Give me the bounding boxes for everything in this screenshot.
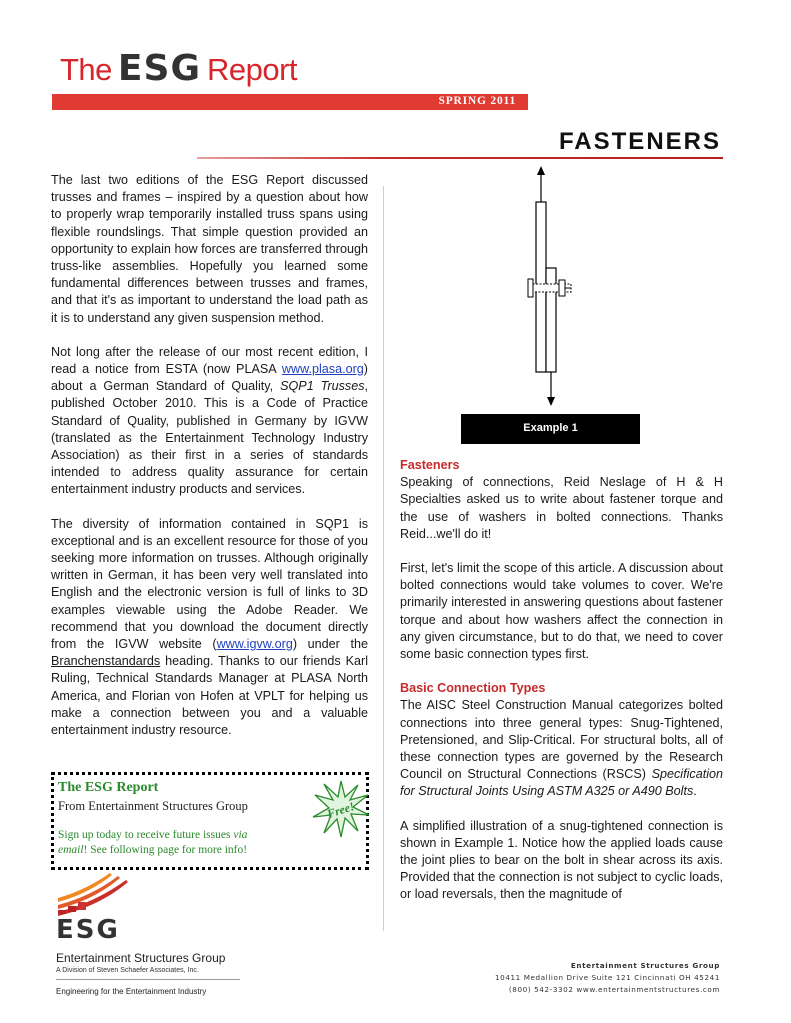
season-banner (52, 94, 528, 110)
paragraph: The AISC Steel Construction Manual categorizes bolted connections into three general types: Snug-Tightened, Pretensioned, and Slip-Critical. For structural bolts, all of these connection types are governed by the Research Council on Structural Connections (RSCS) Specification for Structural Joints Using ASTM A325 or A490 Bolts. (400, 698, 723, 799)
season-label: SPRING 2011 (438, 95, 516, 107)
example-1-figure (455, 160, 645, 452)
section-heading: Fasteners (400, 458, 460, 472)
branchenstandards-text: Branchenstandards (51, 654, 161, 669)
promo-text: email! See following page for more info! (58, 844, 248, 856)
title-rule (197, 157, 723, 159)
promo-text: Sign up today to receive future issues via (58, 829, 248, 841)
logo-tagline: Engineering for the Entertainment Industry (56, 987, 207, 996)
plasa-link[interactable]: www.plasa.org (281, 362, 364, 377)
bolt-head (528, 279, 533, 297)
newsletter-promo[interactable] (51, 772, 369, 870)
promo-title: The ESG Report (58, 780, 159, 795)
paragraph: Speaking of connections, Reid Neslage of H & H Specialties asked us to write about fastener torque and the use of washers in bolted connections. Thanks Reid...we'll do it! (400, 475, 723, 541)
column-divider (383, 186, 384, 931)
brand-report: Report (207, 52, 298, 87)
brand-the: The (60, 52, 112, 87)
article-title: FASTENERS (558, 128, 721, 155)
logo-company-name: Entertainment Structures Group (56, 951, 226, 965)
paragraph: First, let's limit the scope of this article. A discussion about bolted connections would take volumes to cover. We're primarily interested in answering questions about fastener torque and about how washers affect the connection in any given circumstance, but to do that, we need to cover some basic connection types first. (400, 561, 723, 662)
footer-contact: (800) 542-3302 www.entertainmentstructures.com (508, 985, 720, 994)
logo-division: A Division of Steven Schaefer Associates, Inc. (56, 967, 199, 974)
footer-address: 10411 Medallion Drive Suite 121 Cincinnati OH 45241 (494, 973, 720, 982)
igvw-link[interactable]: www.igvw.org (216, 637, 293, 652)
footer-company: Entertainment Structures Group (570, 961, 720, 970)
paragraph: The last two editions of the ESG Report discussed trusses and frames – inspired by a question about how to properly wrap temporarily installed truss spans using flexible roundslings. That simple question provided an opportunity to explain how forces are transferred through truss-like assemblies. Hopefully you learned some fundamental differences between trusses and frames, and that it's as important to understand the load path as it is to understand any given suspension method. (51, 173, 368, 325)
arrowhead-up (537, 166, 545, 175)
logo-wordmark: ESG (56, 915, 120, 945)
bolt-nut (559, 280, 565, 296)
paragraph: A simplified illustration of a snug-tightened connection is shown in Example 1. Notice how the applied loads cause the joint plies to bear on the bolt in shear across its axis. Provided that the connection is not subject to cyclic loads, or load reversals, then the magnitude of (400, 818, 723, 902)
paragraph: The diversity of information contained in SQP1 is exceptional and is an excellent resource for those of you seeking more information on trusses. Although originally written in German, it has been very well translated into English and the electronic version is full of links to 3D examples viewable using the Adobe Reader. We recommend that you download the document directly from the IGVW website (www.igvw.org) under the Branchenstandards heading. Thanks to our friends Karl Ruling, Technical Standards Manager at PLASA North America, and Florian von Hofen at VPLT for helping us make a connection between you and a valuable entertainment industry resource. (51, 516, 368, 738)
section-heading: Basic Connection Types (400, 681, 546, 696)
figure-caption: Example 1 (461, 414, 640, 444)
promo-subtitle: From Entertainment Structures Group (58, 799, 248, 813)
paragraph: Not long after the release of our most recent edition, I read a notice from ESTA (now PLASA www.plasa.org) about a German Standard of Quality, SQP1 Trusses, published October 2010. This is a Code of Practice Standard of Quality, published in Germany by IGVW (translated as the Entertainment Technology Industry Association) as their first in a series of standards intended to address quality assurance for certain entertainment industry products and services. (51, 344, 368, 497)
report-brand (60, 48, 297, 89)
left-column (51, 172, 368, 739)
right-column (400, 457, 723, 904)
arrowhead-down (547, 397, 555, 406)
brand-esg: ESG (117, 48, 201, 89)
logo-rule (56, 979, 240, 980)
free-badge-icon (312, 779, 370, 839)
free-badge-text: Free! (325, 799, 357, 822)
